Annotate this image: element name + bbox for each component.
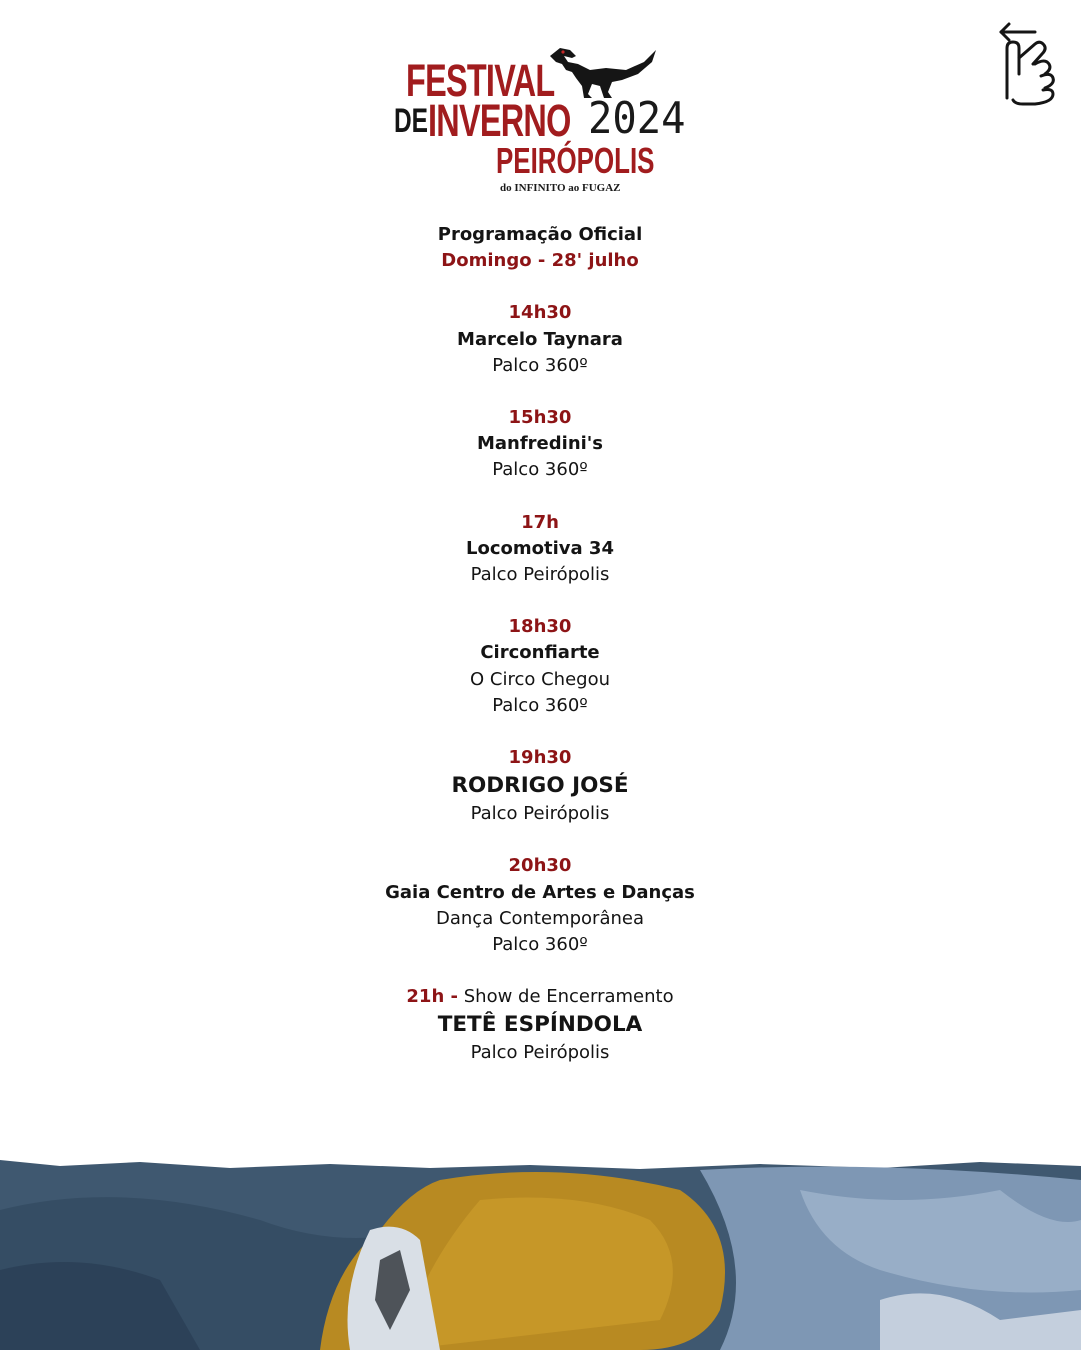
event-stage: Palco Peirópolis bbox=[470, 1042, 610, 1064]
event-stage: Palco 360º bbox=[492, 694, 588, 716]
event-time: 14h30 bbox=[508, 302, 572, 324]
dinosaur-icon bbox=[546, 42, 658, 100]
event-stage: Palco Peirópolis bbox=[470, 803, 610, 825]
event-time-row bbox=[290, 984, 790, 1010]
event-act: Marcelo Taynara bbox=[457, 328, 623, 350]
event-subtitle: O Circo Chegou bbox=[470, 668, 610, 690]
event-act: Manfredini's bbox=[476, 433, 604, 455]
logo-festival: FESTIVAL bbox=[406, 55, 555, 106]
event-item bbox=[290, 405, 790, 484]
schedule bbox=[290, 222, 790, 1067]
event-act: Circonfiarte bbox=[480, 642, 600, 664]
logo-year: 2024 bbox=[588, 93, 686, 144]
festival-logo bbox=[392, 40, 692, 200]
swipe-hand-icon bbox=[995, 18, 1065, 110]
event-item bbox=[290, 614, 790, 719]
event-act-headliner: TETÊ ESPÍNDOLA bbox=[437, 1012, 643, 1038]
page-title: Programação Oficial bbox=[437, 224, 643, 245]
logo-tagline: do INFINITO ao FUGAZ bbox=[500, 182, 621, 194]
event-time: 19h30 bbox=[508, 747, 572, 769]
event-stage: Palco 360º bbox=[492, 934, 588, 956]
event-stage: Palco Peirópolis bbox=[470, 564, 610, 586]
page-date: Domingo - 28' julho bbox=[441, 250, 639, 272]
event-time: 18h30 bbox=[508, 616, 572, 638]
event-stage: Palco 360º bbox=[492, 354, 588, 376]
logo-peiropolis: PEIRÓPOLIS bbox=[496, 140, 655, 181]
event-act: Gaia Centro de Artes e Danças bbox=[385, 881, 695, 903]
event-stage: Palco 360º bbox=[492, 459, 588, 481]
logo-de: DE bbox=[394, 102, 429, 140]
logo-inverno: INVERNO bbox=[428, 95, 571, 146]
event-time: 15h30 bbox=[508, 407, 572, 429]
event-item bbox=[290, 510, 790, 589]
event-item bbox=[290, 300, 790, 379]
event-time: 17h bbox=[521, 511, 559, 533]
event-item bbox=[290, 745, 790, 827]
event-time: 20h30 bbox=[508, 855, 572, 877]
event-act-headliner: RODRIGO JOSÉ bbox=[451, 773, 629, 799]
event-note: Show de Encerramento bbox=[463, 986, 674, 1008]
event-item bbox=[290, 984, 790, 1066]
event-time: 21h - bbox=[406, 986, 458, 1008]
painting-artwork bbox=[0, 1150, 1081, 1350]
event-item bbox=[290, 853, 790, 958]
event-act: Locomotiva 34 bbox=[466, 537, 614, 559]
event-subtitle: Dança Contemporânea bbox=[436, 907, 644, 929]
